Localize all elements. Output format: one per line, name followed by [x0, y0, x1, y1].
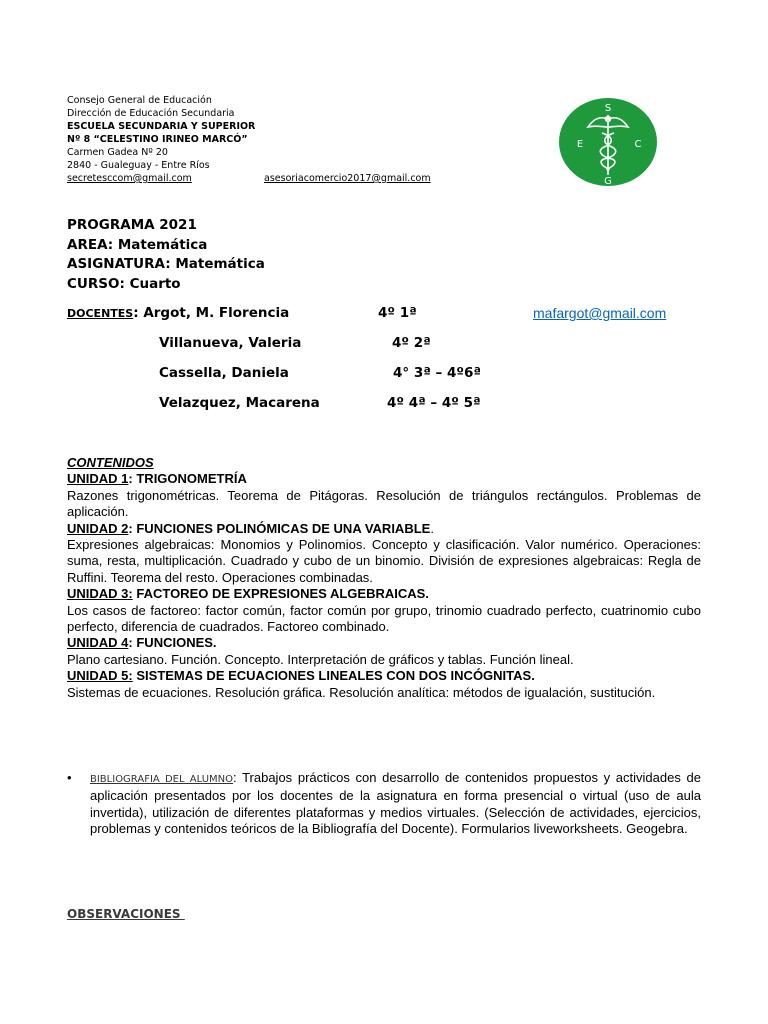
logo-letter-top: S — [604, 103, 612, 114]
program-info — [67, 216, 265, 294]
header-school: ESCUELA SECUNDARIA Y SUPERIOR — [67, 121, 256, 132]
contenidos-section — [67, 455, 701, 701]
email-link-secretaria[interactable]: secretesccom@gmail.com — [67, 173, 192, 184]
unit-label: UNIDAD 1 — [67, 471, 129, 487]
school-logo — [558, 97, 658, 187]
docente-email-link[interactable]: mafargot@gmail.com — [533, 305, 667, 321]
docentes-row-1: DOCENTES: Argot, M. Florencia — [67, 305, 290, 321]
header-address: Carmen Gadea Nº 20 — [67, 147, 168, 158]
school-header — [67, 94, 431, 185]
program-course: CURSO: Cuarto — [67, 275, 181, 292]
unit-heading — [67, 586, 701, 602]
bibliografia-label: BIBLIOGRAFIA DEL ALUMNO — [90, 774, 234, 785]
unit-label: UNIDAD 2 — [67, 520, 129, 536]
unit-text: Expresiones algebraicas: Monomios y Polinomios. Concepto y clasificación. Valor numérico. Operaciones: suma, resta, multiplicación. Cuadrado y cubo de un binomio. División de expresiones algebraicas: Regla de Ruffini. Teorema del resto. Operaciones combinadas. — [67, 537, 701, 585]
bullet-icon: • — [67, 770, 72, 785]
header-council: Consejo General de Educación — [67, 95, 212, 106]
docente-name: Velazquez, Macarena — [159, 395, 320, 411]
bibliografia-section — [67, 770, 701, 838]
unit-title: SISTEMAS DE ECUACIONES LINEALES CON DOS INCÓGNITAS. — [136, 668, 535, 684]
unit-label: UNIDAD 3: — [67, 586, 133, 602]
docente-course: 4° 3ª – 4º6ª — [393, 365, 482, 381]
docente-course: 4º 1ª — [378, 305, 417, 321]
program-title: PROGRAMA 2021 — [67, 217, 197, 233]
unit-label: UNIDAD 5: — [67, 668, 133, 684]
program-subject: ASIGNATURA: Matemática — [67, 256, 265, 272]
unit-text: Plano cartesiano. Función. Concepto. Interpretación de gráficos y tablas. Función lineal. — [67, 651, 574, 667]
logo-letter-left: E — [576, 139, 584, 150]
unit-label: UNIDAD 4 — [67, 635, 129, 651]
unit-heading: UNIDAD 1: TRIGONOMETRÍA — [67, 471, 247, 487]
bibliografia-text: : Trabajos prácticos con desarrollo de contenidos propuestos y actividades de aplicación presentados por los docentes de la asignatura en forma presencial o virtual (uso de aula invertida), utilización de diferentes plataformas y medios virtuales. (Selección de actividades, ejercicios, problemas y contenidos teóricos de la Bibliografía del Docente). Formularios liveworksheets. Geogebra. — [90, 770, 701, 837]
logo-letter-bottom: G — [604, 176, 612, 187]
unit-heading — [67, 668, 701, 684]
docente-course: 4º 4ª – 4º 5ª — [387, 395, 481, 411]
docentes-label: DOCENTES — [67, 307, 134, 320]
email-link-asesoria[interactable]: asesoriacomercio2017@gmail.com — [264, 173, 431, 184]
docente-course: 4º 2ª — [392, 335, 431, 351]
unit-title: TRIGONOMETRÍA — [136, 471, 247, 487]
unit-text: Sistemas de ecuaciones. Resolución gráfica. Resolución analítica: métodos de igualación, sustitución. — [67, 684, 656, 700]
contenidos-title: CONTENIDOS — [67, 455, 154, 470]
logo-letter-right: C — [634, 139, 642, 150]
unit-title: FUNCIONES POLINÓMICAS DE UNA VARIABLE — [136, 520, 431, 536]
program-area: AREA: Matemática — [67, 236, 208, 253]
unit-text: Los casos de factoreo: factor común, factor común por grupo, trinomio cuadrado perfecto, cuatrinomio cubo perfecto, diferencia de cuadrados. Factoreo combinado. — [67, 602, 701, 635]
docente-name: Cassella, Daniela — [159, 365, 289, 381]
docente-name: Villanueva, Valeria — [159, 335, 302, 351]
unit-heading: UNIDAD 2: FUNCIONES POLINÓMICAS DE UNA VARIABLE. — [67, 520, 434, 536]
docente-name: Argot, M. Florencia — [143, 305, 290, 321]
unit-title: FACTOREO DE EXPRESIONES ALGEBRAICAS. — [136, 586, 429, 602]
header-direction: Dirección de Educación Secundaria — [67, 108, 235, 119]
unit-text: Razones trigonométricas. Teorema de Pitágoras. Resolución de triángulos rectángulos. Problemas de aplicación. — [67, 487, 701, 520]
unit-heading: UNIDAD 4: FUNCIONES. — [67, 635, 217, 651]
unit-title: FUNCIONES. — [136, 635, 217, 651]
header-city: 2840 - Gualeguay - Entre Ríos — [67, 160, 210, 171]
header-school-number: Nº 8 “CELESTINO IRINEO MARCÓ” — [67, 134, 248, 145]
observaciones-heading: OBSERVACIONES — [67, 907, 185, 921]
